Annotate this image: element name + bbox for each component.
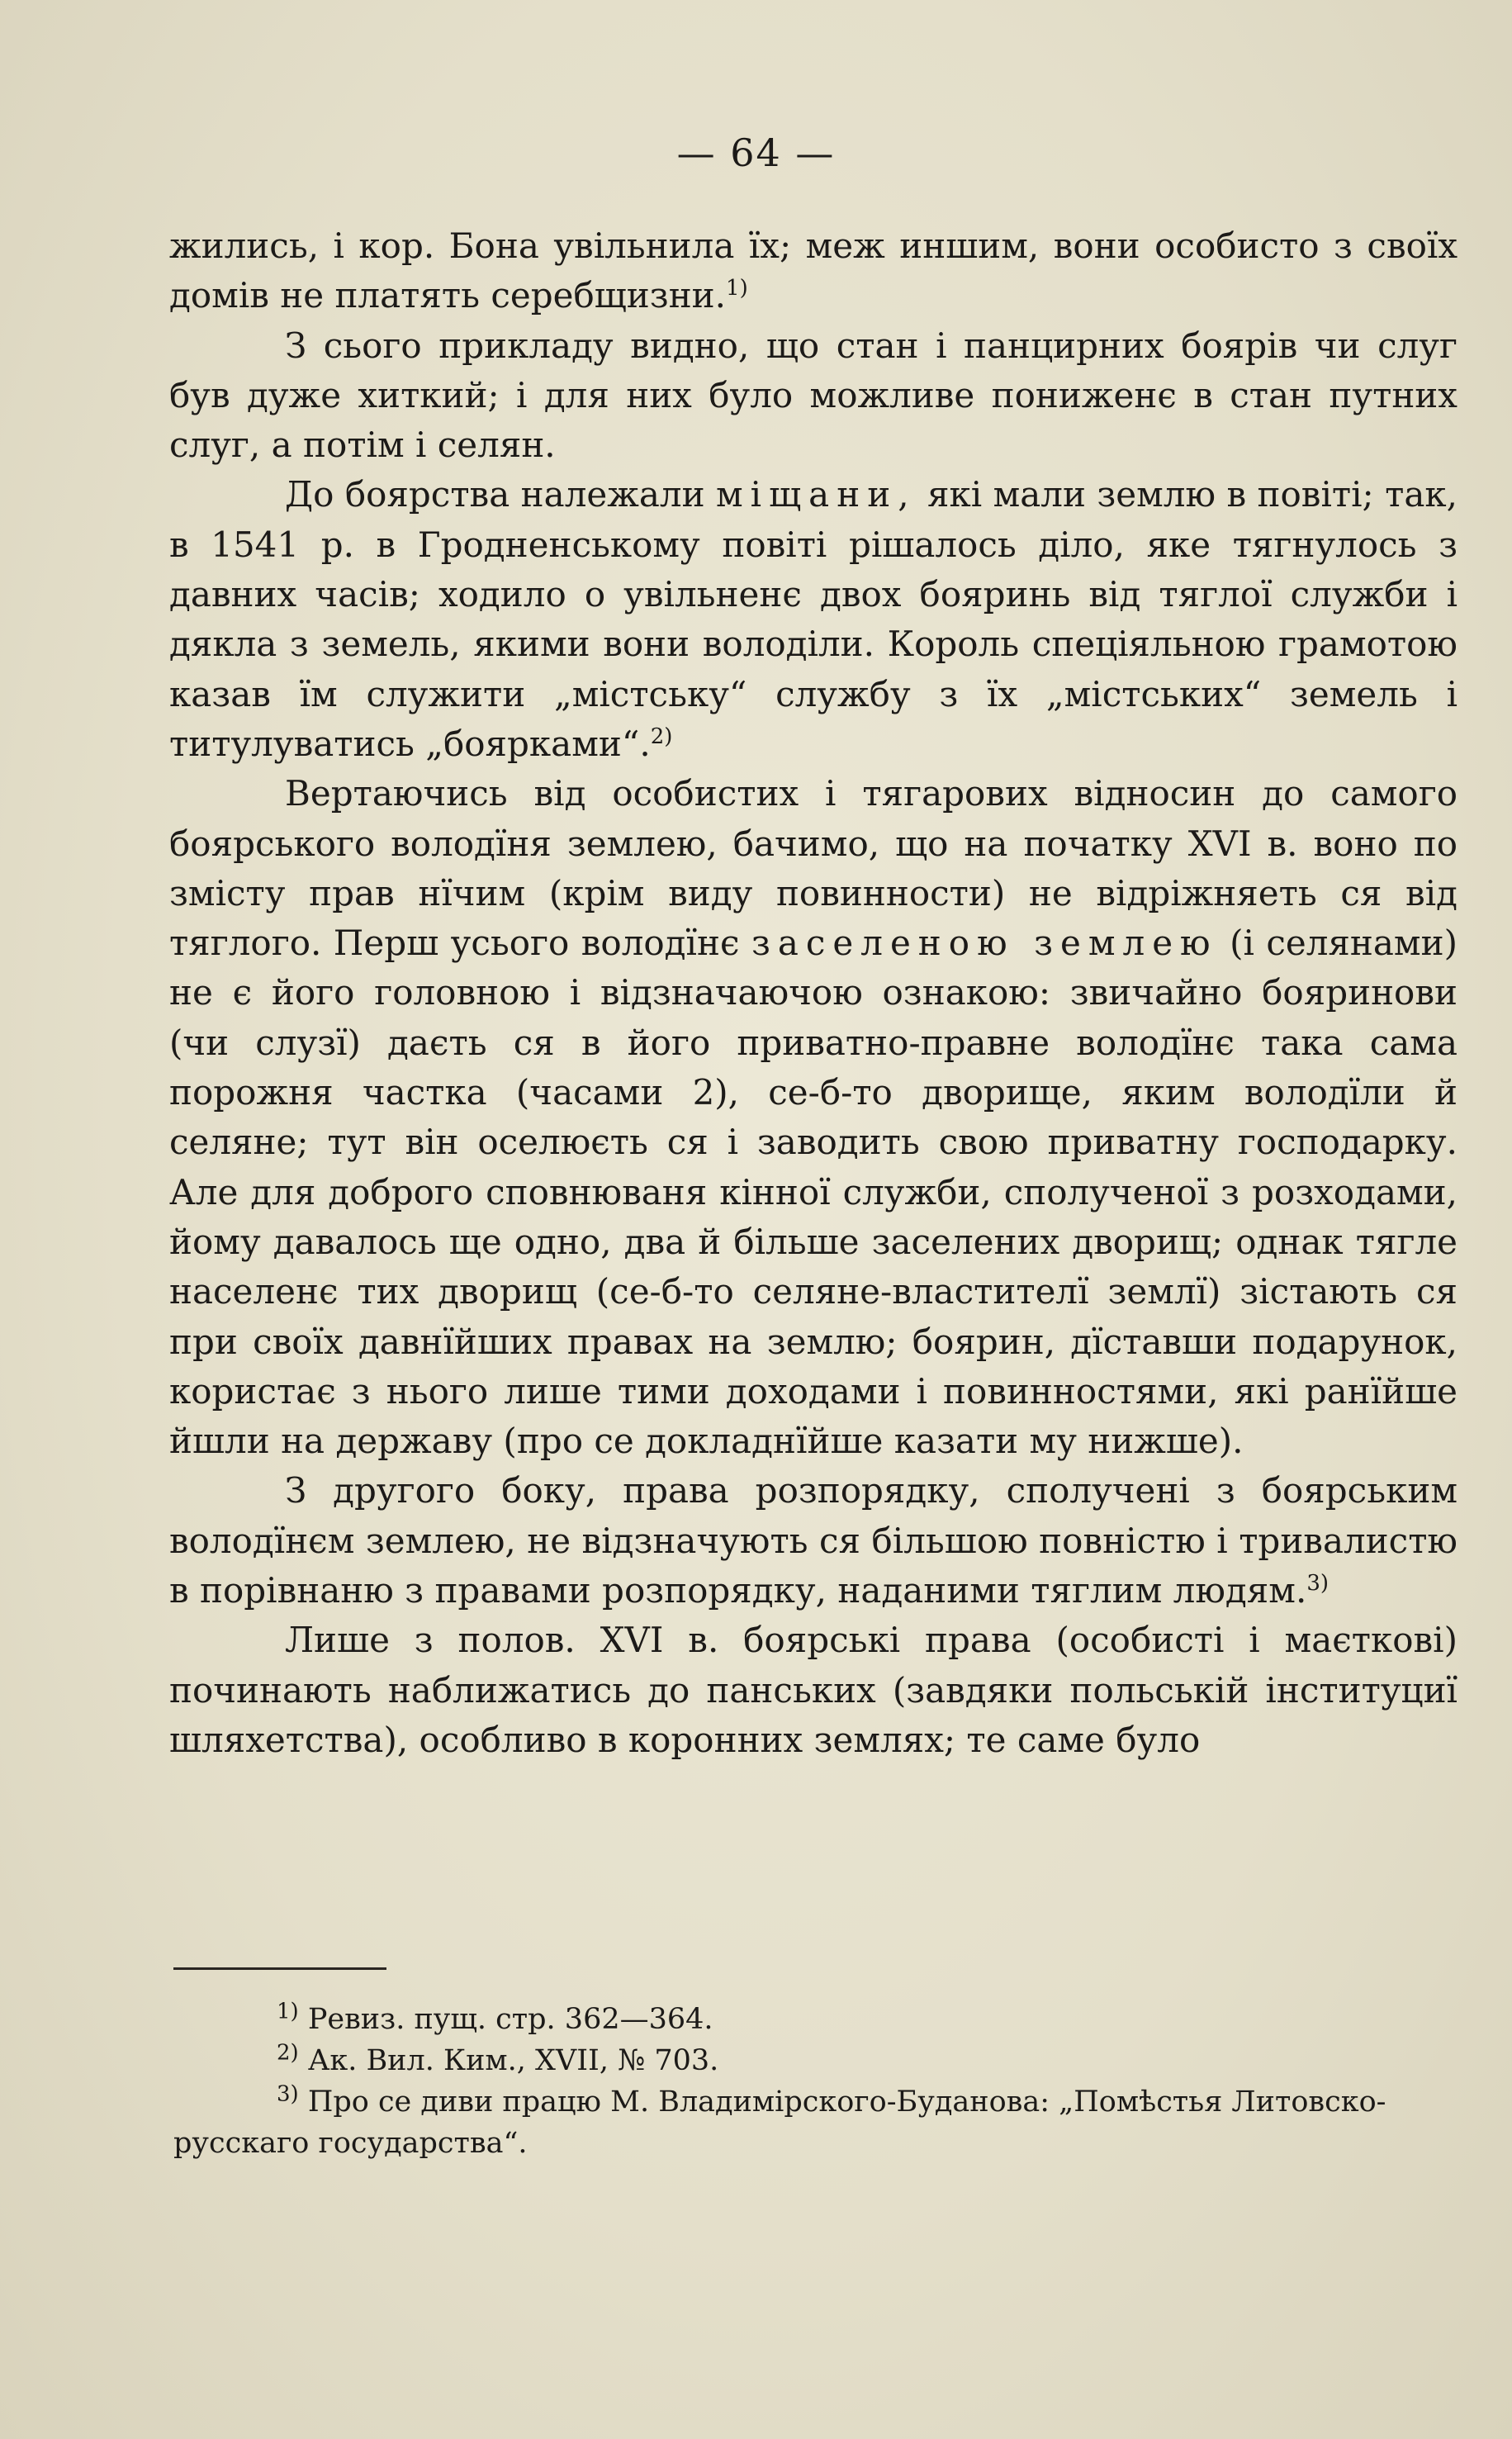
footnote-ref-2: 2) [650, 724, 673, 749]
footnote-1-text: Ревиз. пущ. стр. 362—364. [307, 2003, 713, 2036]
footnote-2-mark: 2) [277, 2040, 299, 2066]
paragraph-3-text-a: До боярства належали [285, 474, 705, 515]
footnote-3 [173, 2081, 1457, 2164]
paragraph-4-spaced-words: заселеною землею [751, 923, 1218, 964]
footnote-ref-1: 1) [726, 276, 748, 301]
paragraph-1 [169, 221, 1457, 321]
footnote-1-mark: 1) [277, 1999, 299, 2024]
paragraph-3 [169, 470, 1457, 769]
paragraph-5 [169, 1466, 1457, 1616]
body-text [169, 221, 1457, 1765]
paragraph-3-spaced-word: міщани, [716, 474, 917, 515]
paragraph-6: Лише з полов. XVI в. боярські права (особисті і маєткові) починають наближатись до панських (завдяки польській інституциї шляхетства), особливо в коронних землях; те саме було [169, 1620, 1457, 1760]
footnote-2-text: Ак. Вил. Ким., XVII, № 703. [307, 2044, 719, 2077]
paragraph-2: З сього прикладу видно, що стан і панцирних боярів чи слуг був дуже хиткий; і для них було можливе пониженє в стан путних слуг, а потім і селян. [169, 325, 1457, 466]
footnote-divider [173, 1967, 386, 1970]
paragraph-1-text: жились, і кор. Бона увільнила їх; меж иншим, вони особисто з своїх домів не платять серебщизни. [169, 225, 1457, 316]
paragraph-4-text-b: (і селянами) не є його головною і відзначаючою ознакою: звичайно бояринови (чи слузї) даєть ся в його приватно-правне володїнє така сама порожня частка (часами 2), се-б-то дворище, яким володїли й селяне; тут він оселюєть ся і заводить свою приватну господарку. Але для доброго сповнюваня кінної служби, сполученої з розходами, йому давалось ще одно, два й більше заселених дворищ; однак тягле населенє тих дворищ (се-б-то селяне-властителї землї) зістають ся при своїх давнїйших правах на землю; боярин, дїставши подарунок, користає з нього лише тими доходами і повинностями, які ранїйше йшли на державу (про се докладнїйше казати му нижше). [169, 923, 1457, 1462]
footnote-3-text: Про се диви працю М. Владимірского-Буданова: „Помѣстья Литовско-русскаго государства“. [173, 2085, 1386, 2160]
paragraph-5-text: З другого боку, права розпорядку, сполучені з боярським володїнєм землею, не відзначують ся більшою повністю і тривалистю в порівнаню з правами розпорядку, наданими тяглим людям. [169, 1470, 1457, 1611]
footnote-2 [173, 2040, 1457, 2081]
footnote-1 [173, 1999, 1457, 2040]
footnote-3-mark: 3) [277, 2081, 299, 2107]
footnotes [173, 1999, 1457, 2164]
footnote-ref-3: 3) [1306, 1571, 1329, 1597]
paragraph-4 [169, 769, 1457, 1466]
page-number: — 64 — [676, 130, 836, 175]
paragraph-3-text-b: які мали землю в повіті; так, в 1541 р. в Гродненському повіті рішалось діло, яке тягнулось з давних часів; ходило о увільненє двох бояринь від тяглої служби і дякла з земель, якими вони володіли. Король спеціяльною грамотою казав їм служити „містську“ службу з їх „містських“ земель і титулуватись „боярками“. [169, 474, 1457, 764]
paragraph-4-text-a: Вертаючись від особистих і тягарових відносин до самого боярського володїня землею, бачимо, що на початку XVI в. воно по змісту прав нїчим (крім виду повинности) не відріжняеть ся від тяглого. Перш усього володїнє [169, 773, 1457, 964]
